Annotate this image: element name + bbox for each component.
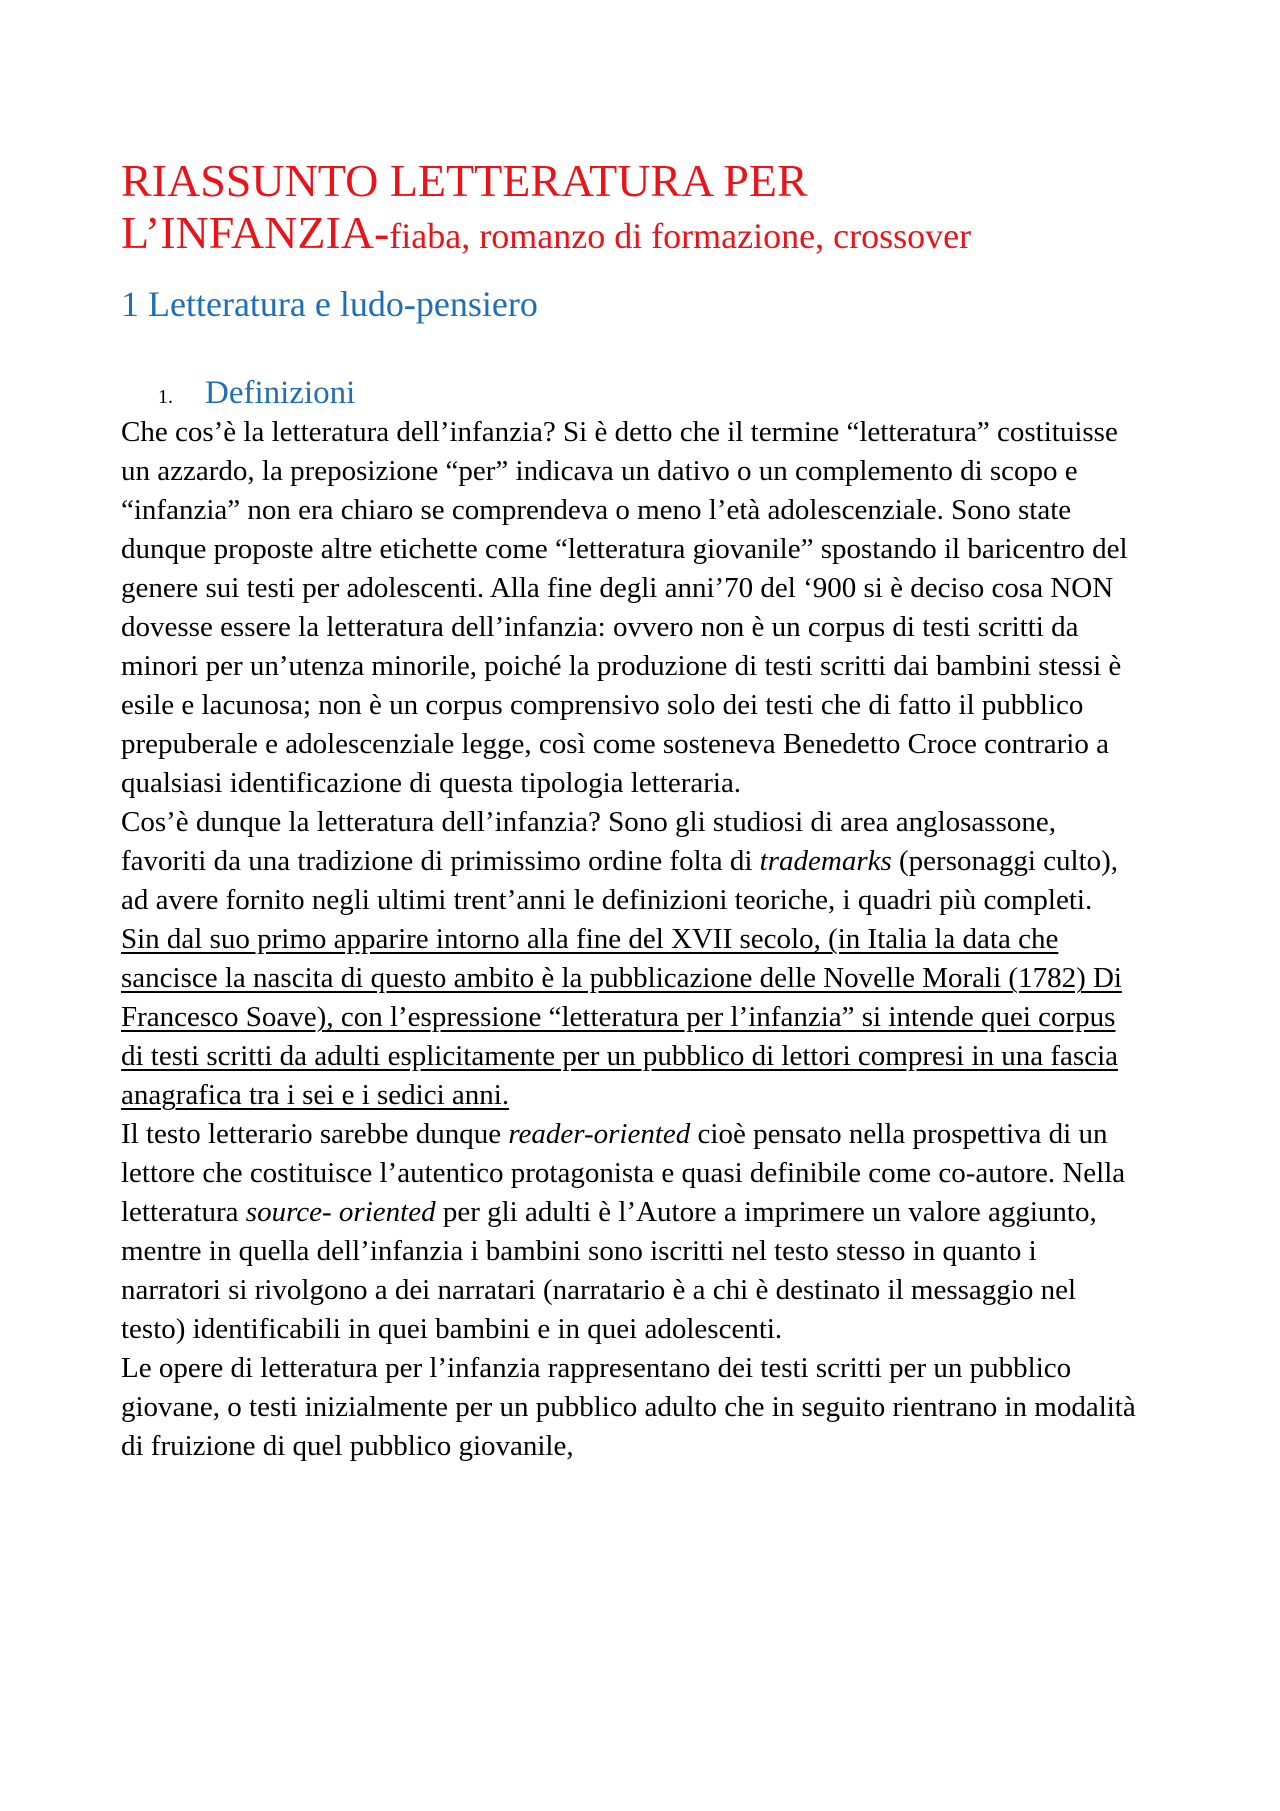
section-number: 1. (158, 385, 173, 408)
paragraph-4-text-c: per gli adulti è l’Autore a imprimere un valore aggiunto, mentre in quella dell’infanzia i bambini sono iscritti nel testo stesso in quanto i narratori si rivolgono a dei narratari (narratario è a chi è destinato il messaggio nel testo) identificabili in quei bambini e in quei adolescenti. (121, 1196, 1097, 1346)
paragraph-2 (121, 803, 1141, 920)
underlined-definition: Sin dal suo primo apparire intorno alla fine del XVII secolo, (in Italia la data che sancisce la nascita di questo ambito è la pubblicazione delle Novelle Morali (1782) Di Francesco Soave), con l’espressione “letteratura per l’infanzia” si intende quei corpus di testi scritti da adulti esplicitamente per un pubblico di lettori compresi in una fascia anagrafica tra i sei e i sedici anni. (121, 923, 1122, 1112)
section-heading-text: Definizioni (205, 374, 356, 411)
paragraph-1: Che cos’è la letteratura dell’infanzia? Si è detto che il termine “letteratura” costituisse un azzardo, la preposizione “per” indicava un dativo o un complemento di scopo e “infanzia” non era chiaro se comprendeva o meno l’età adolescenziale. Sono state dunque proposte altre etichette come “letteratura giovanile” spostando il baricentro del genere sui testi per adolescenti. Alla fine degli anni’70 del ‘900 si è deciso cosa NON dovesse essere la letteratura dell’infanzia: ovvero non è un corpus di testi scritti da minori per un’utenza minorile, poiché la produzione di testi scritti dai bambini stessi è esile e lacunosa; non è un corpus comprensivo solo dei testi che di fatto il pubblico prepuberale e adolescenziale legge, così come sosteneva Benedetto Croce contrario a qualsiasi identificazione di questa tipologia letteraria. (121, 416, 1128, 800)
chapter-heading: 1 Letteratura e ludo-pensiero (121, 283, 538, 324)
paragraph-3-underlined (121, 920, 1141, 1115)
paragraph-2-emphasis: trademarks (759, 845, 892, 878)
document-page (121, 155, 1181, 1466)
paragraph-4-emphasis-1: reader-oriented (508, 1118, 691, 1151)
paragraph-4 (121, 1115, 1141, 1349)
title-line-2: L’INFANZIA- (121, 206, 390, 258)
paragraph-4-text-b: cioè pensato nella prospettiva di un lettore che costituisce l’autentico protagonista e quasi definibile come co-autore. Nella letteratura (121, 1118, 1126, 1229)
paragraph-2-text-a: Cos’è dunque la letteratura dell’infanzia? Sono gli studiosi di area anglosassone, favoriti da una tradizione di primissimo ordine folta di (121, 806, 1056, 878)
document-title (121, 155, 1181, 259)
paragraph-5: Le opere di letteratura per l’infanzia rappresentano dei testi scritti per un pubblico giovane, o testi inizialmente per un pubblico adulto che in seguito rientrano in modalità di fruizione di quel pubblico giovanile, (121, 1352, 1136, 1463)
section-heading (121, 374, 1181, 414)
paragraph-4-emphasis-2: source- oriented (245, 1196, 436, 1229)
title-subtitle: fiaba, romanzo di formazione, crossover (389, 215, 972, 256)
paragraph-4-text-a: Il testo letterario sarebbe dunque (121, 1118, 509, 1151)
title-line-1: RIASSUNTO LETTERATURA PER (121, 155, 808, 206)
paragraph-2-text-b: (personaggi culto), ad avere fornito negli ultimi trent’anni le definizioni teoriche, i quadri più completi. (121, 845, 1119, 917)
